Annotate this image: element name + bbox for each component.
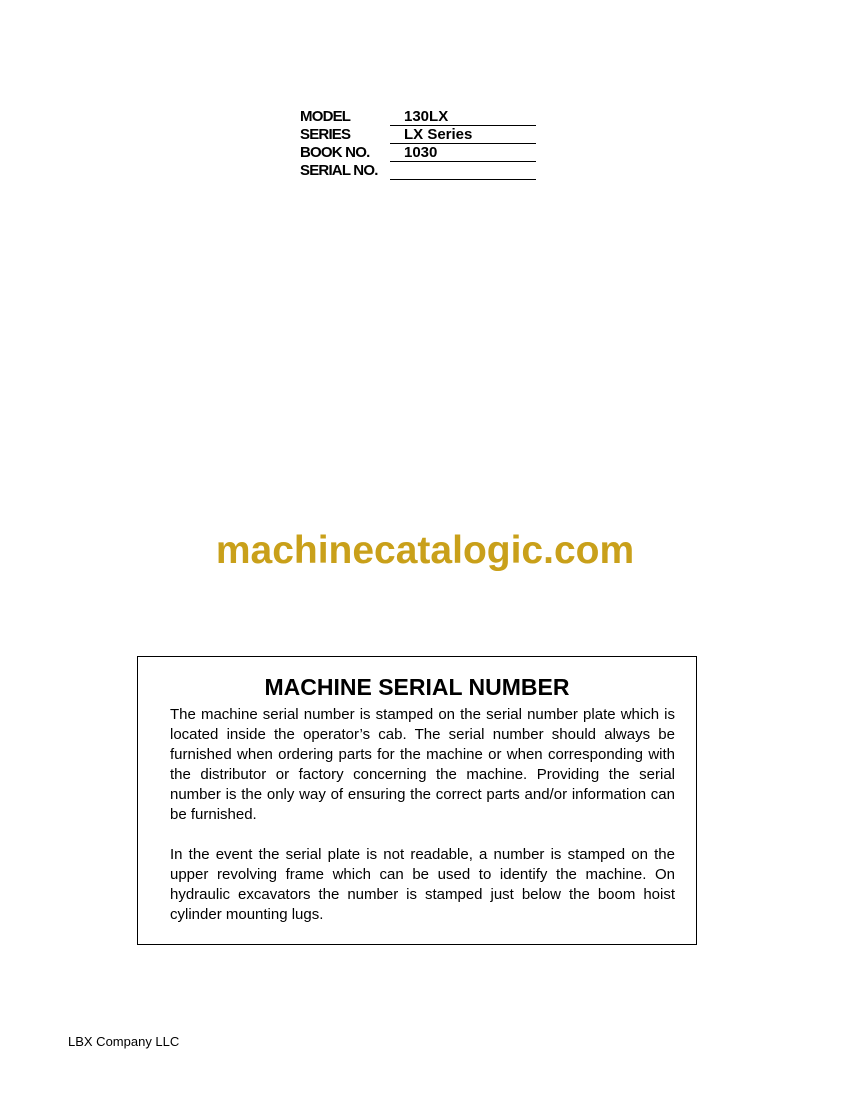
watermark-text: machinecatalogic.com (215, 529, 635, 572)
book-no-value: 1030 (390, 145, 536, 162)
serial-paragraph-2: In the event the serial plate is not readable, a number is stamped on the upper revolving frame which can be used to identify the machine. On hydraulic excavators the number is stamped just below the boom hoist cylinder mounting lugs. (170, 846, 675, 923)
serial-no-value (390, 163, 536, 180)
model-label: MODEL (300, 108, 351, 125)
serial-no-label: SERIAL NO. (300, 162, 378, 179)
series-label: SERIES (300, 126, 351, 143)
serial-paragraph-1: The machine serial number is stamped on the serial number plate which is located inside the operator’s cab. The serial number should always be furnished when ordering parts for the machine or when corresponding with the distributor or factory concerning the machine. Providing the serial number is the only way of ensuring the correct parts and/or information can be furnished. (170, 706, 675, 823)
serial-no-row (300, 162, 536, 180)
machine-serial-number-box (137, 656, 697, 945)
model-info-table (300, 108, 536, 180)
serial-box-title: MACHINE SERIAL NUMBER (264, 674, 570, 700)
model-value: 130LX (390, 109, 536, 126)
series-value: LX Series (390, 127, 536, 144)
book-no-label: BOOK NO. (300, 144, 370, 161)
model-row (300, 108, 536, 126)
book-no-row (300, 144, 536, 162)
series-row (300, 126, 536, 144)
footer-company: LBX Company LLC (68, 1034, 180, 1049)
